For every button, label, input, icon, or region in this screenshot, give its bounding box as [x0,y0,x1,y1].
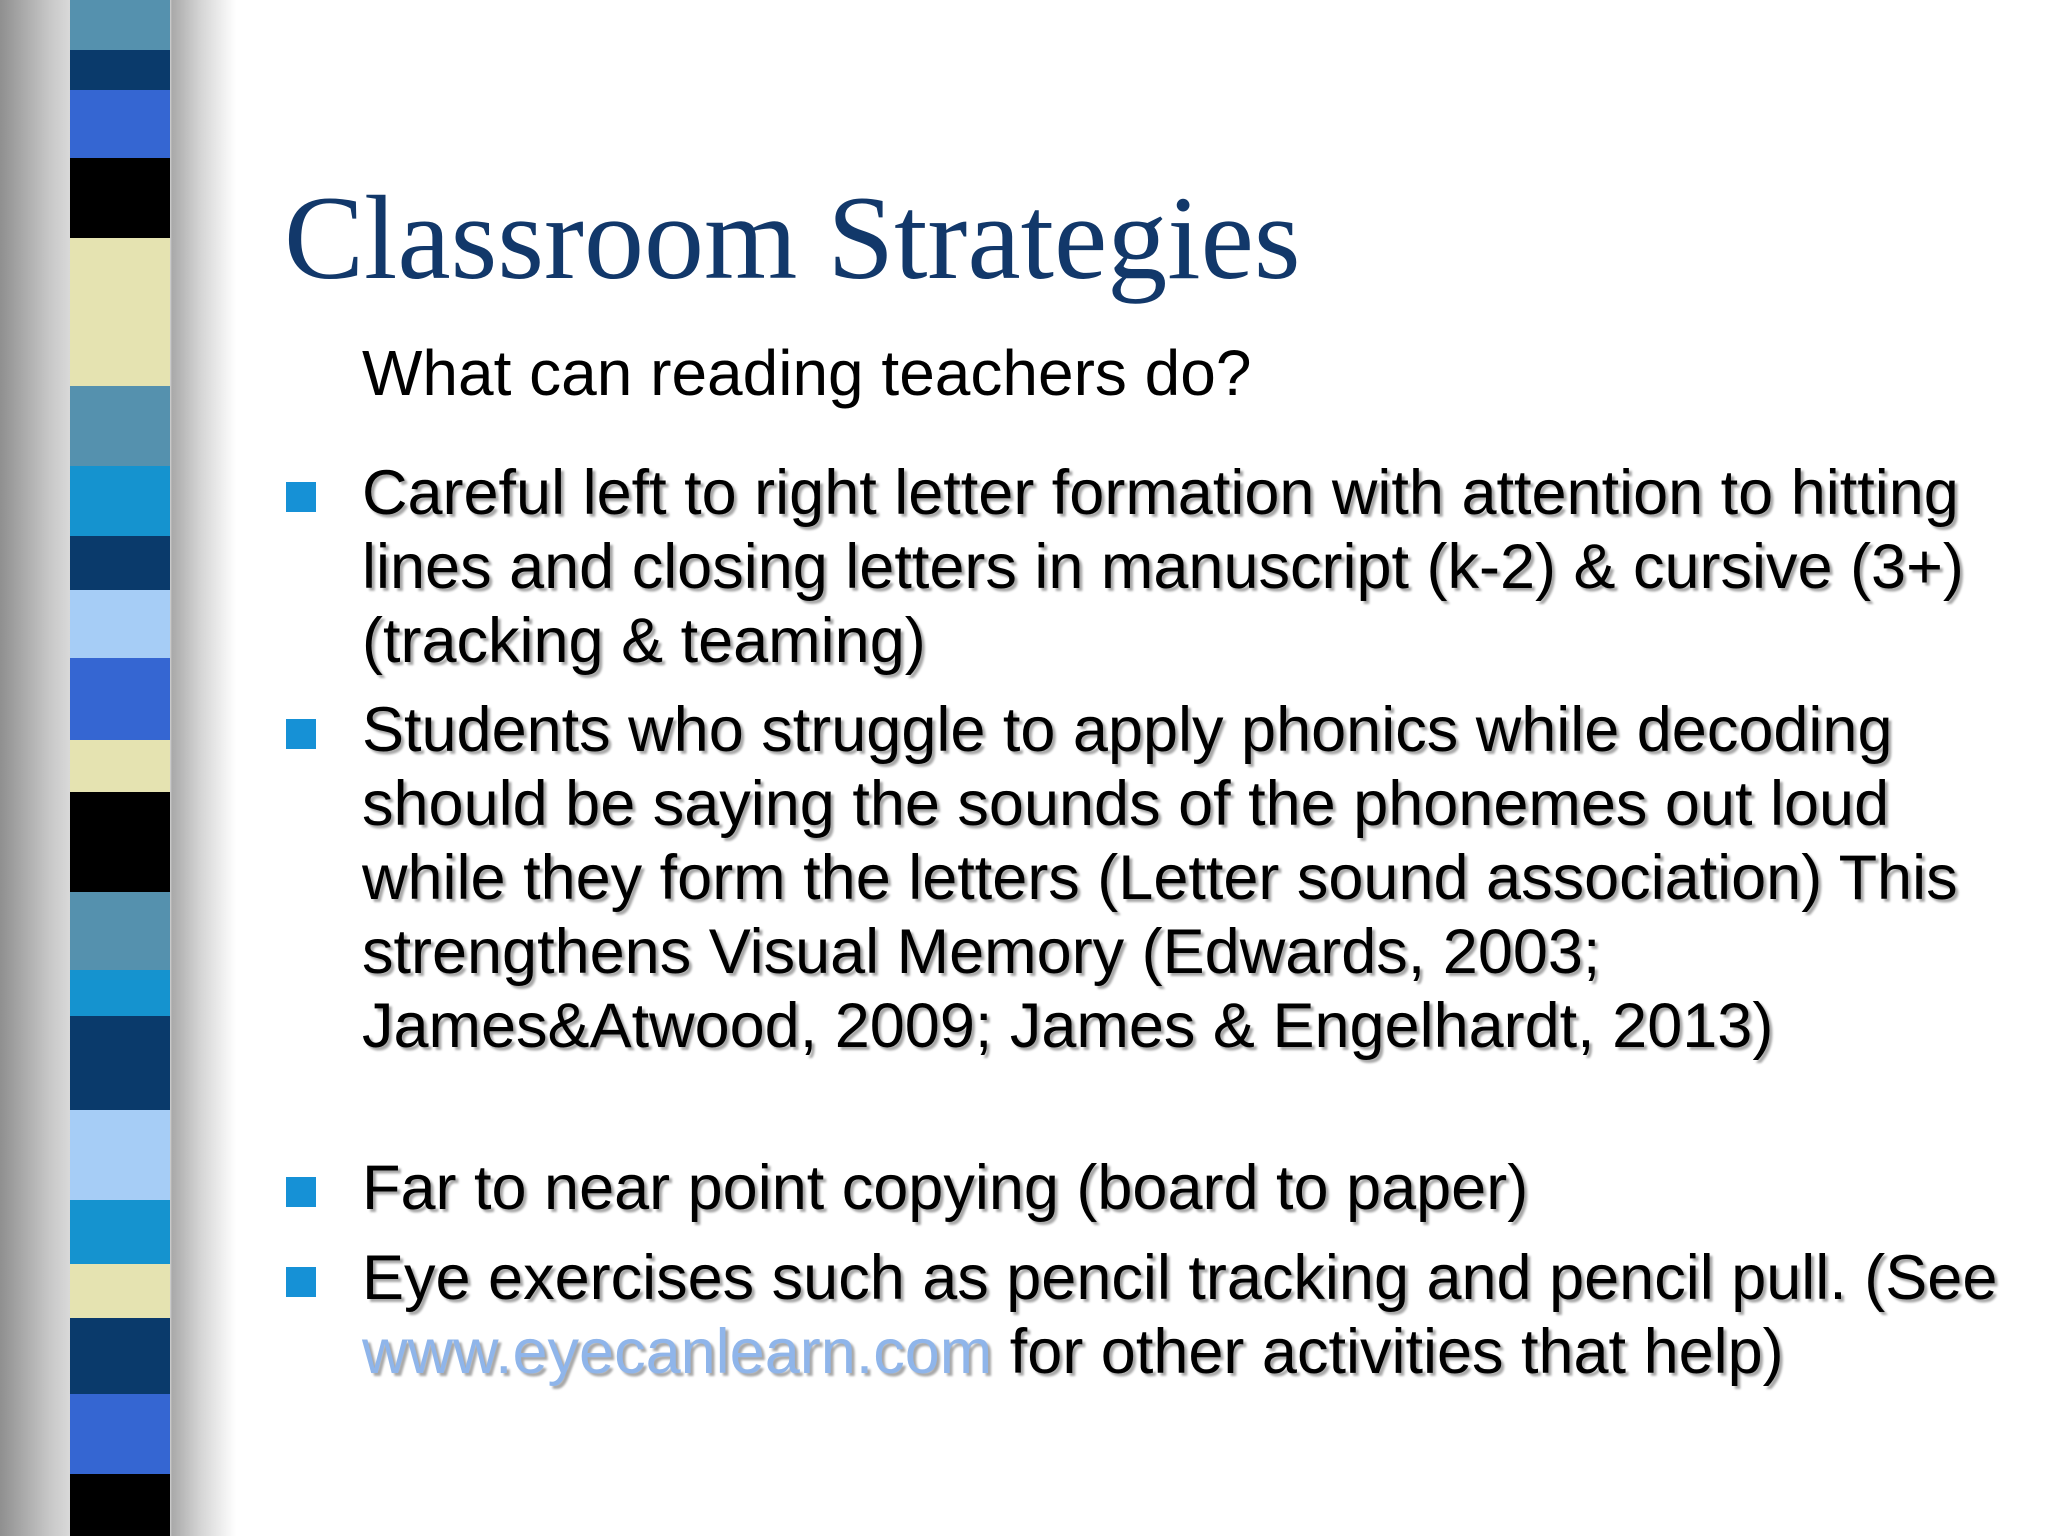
bullet-text-before-link: Eye exercises such as pencil tracking and pencil pull. (See [362,1243,1998,1313]
stripe-block [70,1394,170,1474]
stripe-block [70,294,170,386]
stripe-block [70,536,170,590]
stripe-block [70,892,170,970]
stripe-block [70,1264,170,1318]
stripe-block [70,740,170,792]
stripe-block [70,466,170,536]
stripe-block [70,1318,170,1394]
slide-subtitle: What can reading teachers do? [362,337,1252,409]
bullet-item [362,693,2002,1063]
stripe-block [70,658,170,740]
decorative-color-stripe [70,0,170,1536]
stripe-block [70,1200,170,1264]
stripe-block [70,1474,170,1536]
stripe-block [70,1016,170,1110]
square-bullet-icon [286,1267,316,1297]
bullet-item [362,1241,2002,1389]
stripe-block [70,386,170,466]
slide-title: Classroom Strategies [284,171,1301,304]
square-bullet-icon [286,482,316,512]
stripe-block [70,970,170,1016]
bullet-text-after-link: for other activities that help) [992,1317,1784,1387]
stripe-block [70,158,170,238]
bullet-text: Far to near point copying (board to paper) [362,1153,1529,1223]
stripe-block [70,38,170,50]
stripe-block [70,238,170,294]
square-bullet-icon [286,719,316,749]
eyecanlearn-link[interactable]: www.eyecanlearn.com [362,1317,993,1387]
stripe-block [70,0,170,38]
stripe-block [70,50,170,90]
bullet-item [362,1151,2002,1225]
stripe-block [70,1110,170,1200]
stripe-block [70,90,170,158]
stripe-block [70,590,170,658]
stripe-block [70,792,170,892]
bullet-item [362,456,2002,678]
square-bullet-icon [286,1177,316,1207]
bullet-text: Careful left to right letter formation with attention to hitting lines and closing letters in manuscript (k-2) & cursive (3+) (tracking & teaming) [362,458,1964,676]
bullet-text: Students who struggle to apply phonics while decoding should be saying the sounds of the phonemes out loud while they form the letters (Letter sound association) This strengthens Visual Memory (Edwards, 2003; James&Atwood, 2009; James & Engelhardt, 2013) [362,695,1958,1061]
